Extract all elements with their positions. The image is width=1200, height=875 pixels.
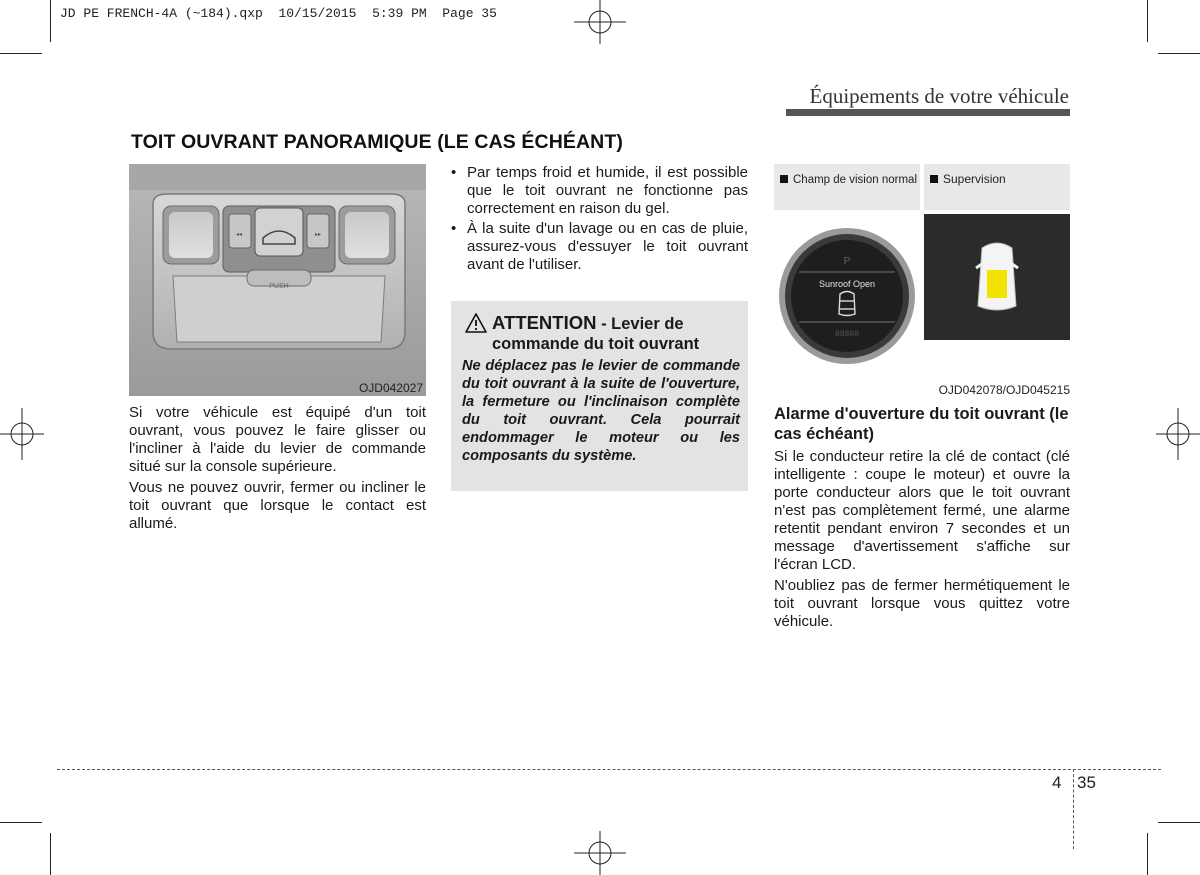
slug-page: Page 35 <box>442 6 497 21</box>
crop-mark <box>50 833 51 875</box>
legend-normal-view <box>774 164 920 210</box>
registration-mark-icon <box>0 408 44 460</box>
push-label: PUSH <box>269 283 289 290</box>
attention-subtitle: commande du toit ouvrant <box>492 335 700 353</box>
svg-text:◂◂: ◂◂ <box>235 232 243 238</box>
footer-divider <box>1073 769 1074 849</box>
cluster-display-figure <box>774 164 1070 396</box>
legend-supervision-item <box>924 172 1006 186</box>
legend-normal-view-label: Champ de vision normal <box>793 174 918 186</box>
figure-caption: OJD042078/OJD045215 <box>938 383 1070 397</box>
crop-mark <box>1158 822 1200 823</box>
figure-caption: OJD042027 <box>358 381 423 395</box>
svg-text:P: P <box>843 256 851 267</box>
page-number: 35 <box>1077 773 1096 792</box>
registration-mark-icon <box>1156 408 1200 460</box>
legend-supervision <box>924 164 1070 210</box>
paragraph: N'oubliez pas de fermer hermétiquement le toit ouvrant lorsque vous quittez votre véhicule. <box>774 577 1070 630</box>
legend-marker-icon <box>780 175 788 183</box>
footer-rule <box>57 769 1161 770</box>
attention-box <box>451 301 748 491</box>
bullet-mark: • <box>451 220 457 237</box>
crop-mark <box>1147 833 1148 875</box>
slug-date: 10/15/2015 <box>278 6 357 21</box>
paragraph: Si votre véhicule est équipé d'un toit ouvrant, vous pouvez le faire glisser ou l'incliner à l'aide du levier de commande situé sur la console supérieure. <box>129 404 426 475</box>
legend-supervision-label: Supervision <box>943 172 1006 186</box>
crop-mark <box>0 53 42 54</box>
supervision-cluster-display <box>924 210 1070 382</box>
running-head-bar <box>786 109 1070 116</box>
paragraph: Vous ne pouvez ouvrir, fermer ou incliner le toit ouvrant que lorsque le contact est allumé. <box>129 479 426 532</box>
intro-text <box>129 404 426 536</box>
crop-mark <box>50 0 51 42</box>
legend-marker-icon <box>930 175 938 183</box>
display-message: Sunroof Open <box>818 279 876 289</box>
chapter-number: 4 <box>1052 773 1062 792</box>
notes-list <box>451 164 748 276</box>
attention-title <box>492 313 743 334</box>
attention-label: ATTENTION <box>492 312 597 333</box>
crop-mark <box>1147 0 1148 42</box>
svg-text:▸▸: ▸▸ <box>314 232 322 238</box>
slug-time: 5:39 PM <box>372 6 427 21</box>
list-item <box>451 220 748 274</box>
car-sunroof-open-icon <box>976 243 1018 310</box>
svg-text:88888: 88888 <box>834 330 860 339</box>
alarm-heading: Alarme d'ouverture du toit ouvrant (le cas échéant) <box>774 405 1069 443</box>
alarm-section <box>774 404 1070 634</box>
list-item-text: Par temps froid et humide, il est possible que le toit ouvrant ne fonctionne pas correctement en raison du gel. <box>467 164 748 217</box>
crop-mark <box>1158 53 1200 54</box>
crop-mark <box>0 822 42 823</box>
warning-icon <box>465 313 487 333</box>
legend-normal-view-item <box>774 172 917 186</box>
list-item <box>451 164 748 218</box>
slug-file: JD PE FRENCH-4A (~184).qxp <box>60 6 263 21</box>
attention-title-rest: - Levier de <box>596 315 684 333</box>
slug-line <box>60 6 497 21</box>
registration-mark-icon <box>574 0 626 44</box>
bullet-mark: • <box>451 164 457 181</box>
overhead-console-figure <box>129 164 426 396</box>
attention-body: Ne déplacez pas le levier de commande du toit ouvrant à la suite de l'ouverture, la fermeture ou l'inclinaison complète du toit ouvrant. Cela pourrait endommager le moteur ou les composants du système. <box>462 358 740 464</box>
list-item-text: À la suite d'un lavage ou en cas de pluie, assurez-vous d'essuyer le toit ouvrant avant de l'utiliser. <box>467 220 748 273</box>
overhead-console-illustration <box>129 164 426 396</box>
running-head: Équipements de votre véhicule <box>809 84 1069 108</box>
registration-mark-icon <box>574 831 626 875</box>
section-title: TOIT OUVRANT PANORAMIQUE (LE CAS ÉCHÉANT) <box>131 131 623 153</box>
attention-header <box>463 313 743 354</box>
normal-cluster-display <box>774 210 920 382</box>
paragraph: Si le conducteur retire la clé de contact (clé intelligente : coupe le moteur) et ouvre la porte conducteur alors que le toit ouvrant n'est pas complètement fermé, une alarme retentit pendant environ 7 secondes et un message d'avertissement s'affiche sur l'écran LCD. <box>774 448 1070 573</box>
